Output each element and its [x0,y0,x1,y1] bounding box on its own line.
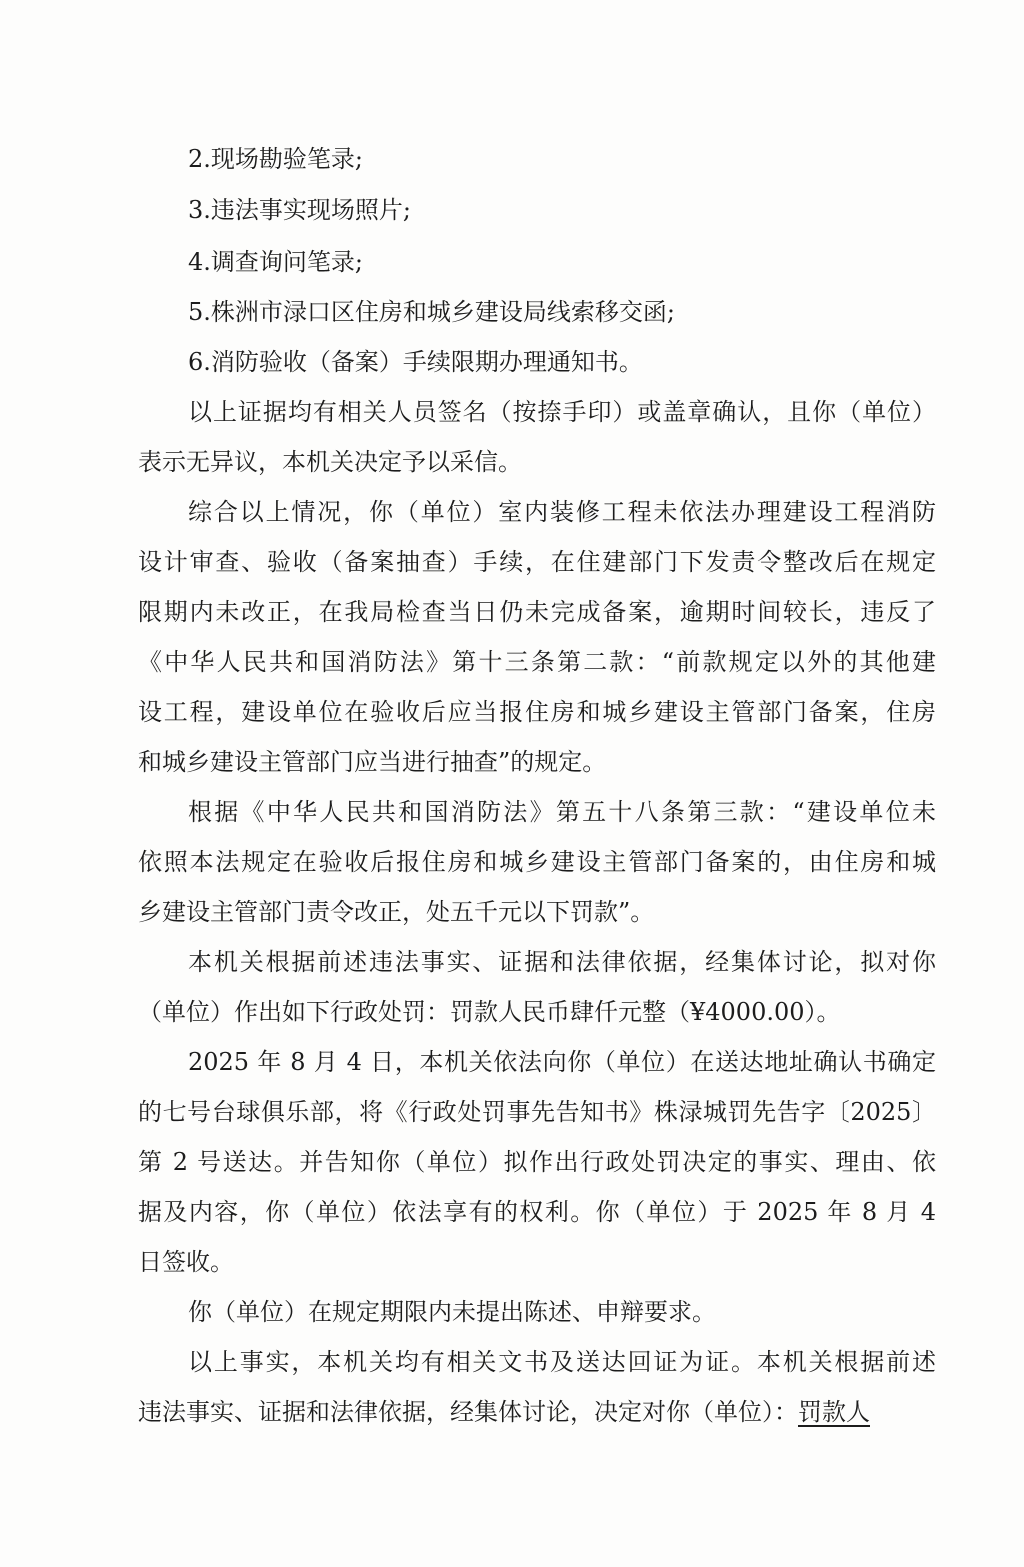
paragraph-line: 根据《中华人民共和国消防法》第五十八条第三款：“建设单位未 [188,798,936,826]
paragraph-line: 日签收。 [138,1248,234,1276]
paragraph-line: （单位）作出如下行政处罚：罚款人民币肆仟元整（¥4000.00）。 [138,998,841,1026]
paragraph-line: 《中华人民共和国消防法》第十三条第二款：“前款规定以外的其他建 [138,648,936,676]
paragraph-line: 综合以上情况，你（单位）室内装修工程未依法办理建设工程消防 [188,498,936,526]
paragraph-line: 以上证据均有相关人员签名（按捺手印）或盖章确认，且你（单位） [188,398,936,426]
evidence-item-5: 5.株洲市渌口区住房和城乡建设局线索移交函; [188,298,675,326]
paragraph-line: 表示无异议，本机关决定予以采信。 [138,448,522,476]
final-line [138,1392,936,1432]
paragraph-line: 以上事实，本机关均有相关文书及送达回证为证。本机关根据前述 [188,1348,936,1376]
paragraph-line: 本机关根据前述违法事实、证据和法律依据，经集体讨论，拟对你 [188,948,936,976]
underlined-penalty-text: 罚款人 [798,1398,870,1426]
evidence-item-4: 4.调查询问笔录; [188,248,363,276]
paragraph-line: 依照本法规定在验收后报住房和城乡建设主管部门备案的，由住房和城 [138,848,936,876]
paragraph-line: 和城乡建设主管部门应当进行抽查”的规定。 [138,748,607,776]
final-line-text: 违法事实、证据和法律依据，经集体讨论，决定对你（单位）： [138,1398,798,1426]
evidence-item-3: 3.违法事实现场照片; [188,196,411,224]
paragraph-line: 你（单位）在规定期限内未提出陈述、申辩要求。 [188,1298,716,1326]
paragraph-line: 2025 年 8 月 4 日，本机关依法向你（单位）在送达地址确认书确定 [188,1048,936,1076]
paragraph-line: 的七号台球俱乐部，将《行政处罚事先告知书》株渌城罚先告字〔2025〕 [138,1098,936,1126]
paragraph-line: 第 2 号送达。并告知你（单位）拟作出行政处罚决定的事实、理由、依 [138,1148,936,1176]
paragraph-line: 乡建设主管部门责令改正，处五千元以下罚款”。 [138,898,655,926]
paragraph-line: 设工程，建设单位在验收后应当报住房和城乡建设主管部门备案，住房 [138,698,936,726]
paragraph-line: 设计审查、验收（备案抽查）手续，在住建部门下发责令整改后在规定 [138,548,936,576]
evidence-item-6: 6.消防验收（备案）手续限期办理通知书。 [188,348,643,376]
paragraph-line: 据及内容，你（单位）依法享有的权利。你（单位）于 2025 年 8 月 4 [138,1198,936,1226]
paragraph-line: 限期内未改正，在我局检查当日仍未完成备案，逾期时间较长，违反了 [138,598,936,626]
evidence-item-2: 2.现场勘验笔录; [188,145,363,173]
